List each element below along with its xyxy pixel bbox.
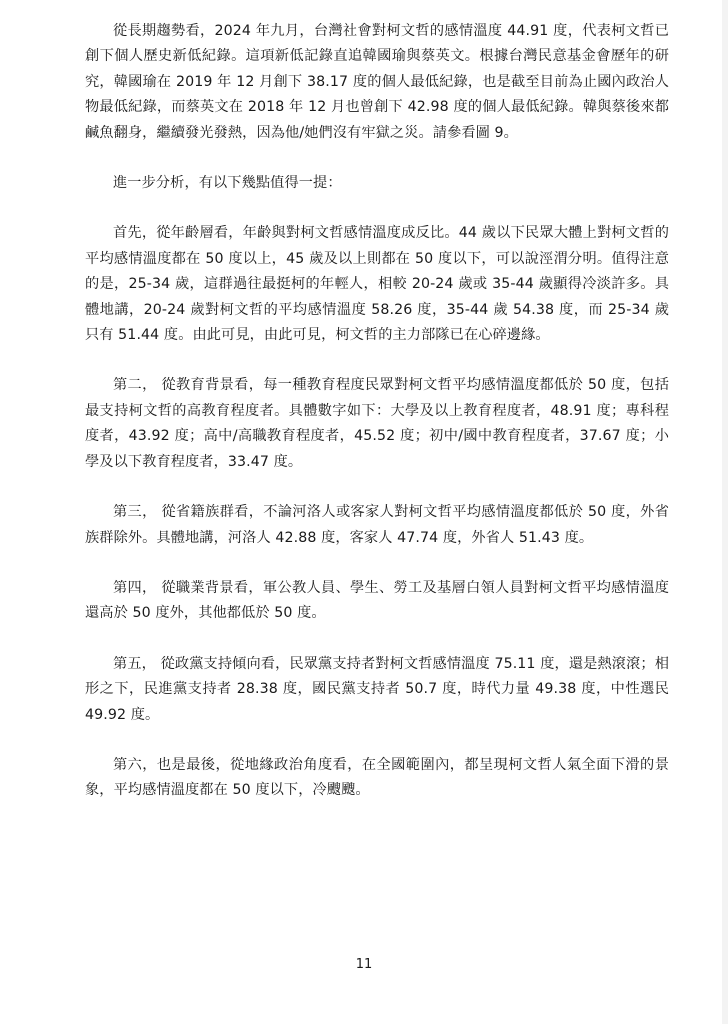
paragraph-geopolitical-analysis: 第六，也是最後，從地緣政治角度看，在全國範圍內，都呈現柯文哲人氣全面下滑的景象，平均感情溫度都在 50 度以下，冷颼颼。 bbox=[85, 756, 669, 799]
scrollbar-track[interactable] bbox=[722, 0, 728, 1024]
paragraph-age-analysis: 首先，從年齡層看，年齡與對柯文哲感情溫度成反比。44 歲以下民眾大體上對柯文哲的平均感情溫度都在 50 度以上，45 歲及以上則都在 50 度以下，可以說涇渭分明。值得注意的是，25-34 歲，這群過往最挺柯的年輕人，相較 20-24 歲或 35-44 歲顯得冷淡許多。具體地講，20-24 歲對柯文哲的平均感情溫度 58.26 度，35-44 歲 54.38 度，而 25-34 歲只有 51.44 度。由此可見，由此可見，柯文哲的主力部隊已在心碎邊緣。 bbox=[85, 225, 669, 344]
paragraph-occupation-analysis: 第四， 從職業背景看，軍公教人員、學生、勞工及基層白領人員對柯文哲平均感情溫度還高於 50 度外，其他都低於 50 度。 bbox=[85, 579, 669, 622]
paragraph-education-analysis: 第二， 從教育背景看，每一種教育程度民眾對柯文哲平均感情溫度都低於 50 度，包括最支持柯文哲的高教育程度者。具體數字如下：大學及以上教育程度者，48.91 度；專科程度者，43.92 度；高中/高職教育程度者，45.52 度；初中/國中教育程度者，37.67 度；小學及以下教育程度者，33.47 度。 bbox=[85, 377, 669, 470]
document-body bbox=[85, 19, 669, 829]
paragraph-further-analysis-intro: 進一步分析，有以下幾點值得一提： bbox=[113, 175, 342, 192]
paragraph-long-term-trend: 從長期趨勢看，2024 年九月，台灣社會對柯文哲的感情溫度 44.91 度，代表柯文哲已創下個人歷史新低紀錄。這項新低記錄直追韓國瑜與蔡英文。根據台灣民意基金會歷年的研究，韓國瑜在 2019 年 12 月創下 38.17 度的個人最低紀錄，也是截至目前為止國內政治人物最低紀錄，而蔡英文在 2018 年 12 月也曾創下 42.98 度的個人最低紀錄。韓與蔡後來都鹹魚翻身，繼續發光發熱，因為他/她們沒有牢獄之災。請參看圖 9。 bbox=[85, 23, 669, 141]
paragraph-ethnic-analysis: 第三， 從省籍族群看，不論河洛人或客家人對柯文哲平均感情溫度都低於 50 度，外省族群除外。具體地講，河洛人 42.88 度，客家人 47.74 度，外省人 51.43 度。 bbox=[85, 504, 669, 546]
paragraph-party-analysis: 第五， 從政黨支持傾向看，民眾黨支持者對柯文哲感情溫度 75.11 度，還是熱滾滾；相形之下，民進黨支持者 28.38 度，國民黨支持者 50.7 度，時代力量 49.38 度，中性選民 49.92 度。 bbox=[85, 655, 669, 723]
page-number: 11 bbox=[355, 957, 373, 972]
